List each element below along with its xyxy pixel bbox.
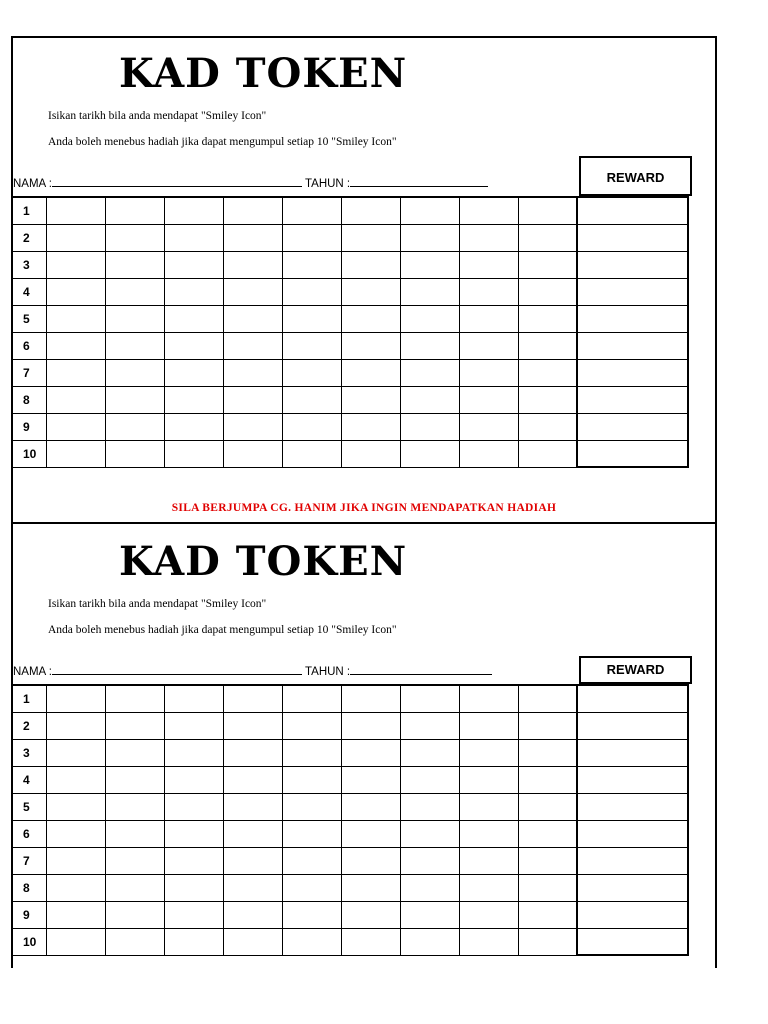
date-cell[interactable]: [46, 901, 105, 928]
date-cell[interactable]: [164, 224, 223, 251]
date-cell[interactable]: [223, 739, 282, 766]
date-cell[interactable]: [400, 874, 459, 901]
date-cell[interactable]: [518, 874, 577, 901]
date-cell[interactable]: [105, 386, 164, 413]
reward-cell[interactable]: [577, 251, 688, 278]
nama-label: NAMA :: [13, 178, 52, 190]
date-cell[interactable]: [223, 685, 282, 712]
date-cell[interactable]: [46, 413, 105, 440]
date-cell[interactable]: [459, 224, 518, 251]
token-row: [11, 901, 688, 928]
row-number: 6: [11, 820, 46, 847]
date-cell[interactable]: [341, 766, 400, 793]
date-cell[interactable]: [459, 847, 518, 874]
date-cell[interactable]: [105, 847, 164, 874]
reward-cell[interactable]: [577, 820, 688, 847]
date-cell[interactable]: [105, 278, 164, 305]
date-cell[interactable]: [341, 739, 400, 766]
date-cell[interactable]: [164, 685, 223, 712]
date-cell[interactable]: [105, 874, 164, 901]
date-cell[interactable]: [282, 793, 341, 820]
date-cell[interactable]: [341, 793, 400, 820]
date-cell[interactable]: [223, 413, 282, 440]
date-cell[interactable]: [105, 685, 164, 712]
date-cell[interactable]: [400, 766, 459, 793]
date-cell[interactable]: [223, 332, 282, 359]
date-cell[interactable]: [341, 440, 400, 467]
date-cell[interactable]: [223, 386, 282, 413]
date-cell[interactable]: [46, 820, 105, 847]
token-row: [11, 928, 688, 955]
date-cell[interactable]: [400, 847, 459, 874]
token-row: [11, 197, 688, 224]
date-cell[interactable]: [400, 413, 459, 440]
date-cell[interactable]: [459, 685, 518, 712]
date-cell[interactable]: [518, 251, 577, 278]
row-number: 9: [11, 413, 46, 440]
date-cell[interactable]: [282, 386, 341, 413]
token-row: [11, 332, 688, 359]
date-cell[interactable]: [164, 305, 223, 332]
date-cell[interactable]: [400, 820, 459, 847]
date-cell[interactable]: [164, 359, 223, 386]
date-cell[interactable]: [518, 413, 577, 440]
row-number: 7: [11, 359, 46, 386]
date-cell[interactable]: [400, 739, 459, 766]
date-cell[interactable]: [282, 305, 341, 332]
date-cell[interactable]: [46, 197, 105, 224]
date-cell[interactable]: [459, 278, 518, 305]
date-cell[interactable]: [223, 251, 282, 278]
date-cell[interactable]: [105, 413, 164, 440]
date-cell[interactable]: [164, 278, 223, 305]
date-cell[interactable]: [459, 386, 518, 413]
token-row: [11, 847, 688, 874]
date-cell[interactable]: [341, 413, 400, 440]
row-number: 7: [11, 847, 46, 874]
reward-cell[interactable]: [577, 901, 688, 928]
token-row: [11, 251, 688, 278]
row-number: 3: [11, 251, 46, 278]
date-cell[interactable]: [282, 251, 341, 278]
date-cell[interactable]: [223, 359, 282, 386]
token-row: [11, 386, 688, 413]
date-cell[interactable]: [518, 440, 577, 467]
row-number: 1: [11, 685, 46, 712]
date-cell[interactable]: [164, 440, 223, 467]
nama-label: NAMA :: [13, 666, 52, 678]
date-cell[interactable]: [459, 251, 518, 278]
date-cell[interactable]: [282, 928, 341, 955]
date-cell[interactable]: [518, 712, 577, 739]
date-cell[interactable]: [341, 278, 400, 305]
name-year-row: [13, 663, 492, 678]
date-cell[interactable]: [341, 224, 400, 251]
date-cell[interactable]: [282, 359, 341, 386]
reward-cell[interactable]: [577, 305, 688, 332]
date-cell[interactable]: [459, 440, 518, 467]
token-row: [11, 793, 688, 820]
row-number: 8: [11, 386, 46, 413]
date-cell[interactable]: [400, 224, 459, 251]
date-cell[interactable]: [459, 305, 518, 332]
date-cell[interactable]: [105, 440, 164, 467]
date-cell[interactable]: [46, 359, 105, 386]
token-grid-body: [11, 685, 688, 955]
date-cell[interactable]: [164, 847, 223, 874]
reward-cell[interactable]: [577, 685, 688, 712]
reward-cell[interactable]: [577, 359, 688, 386]
token-grid: [11, 196, 689, 468]
date-cell[interactable]: [341, 359, 400, 386]
date-cell[interactable]: [46, 874, 105, 901]
date-cell[interactable]: [223, 224, 282, 251]
nama-blank[interactable]: [52, 175, 302, 187]
date-cell[interactable]: [223, 712, 282, 739]
date-cell[interactable]: [46, 685, 105, 712]
token-row: [11, 766, 688, 793]
date-cell[interactable]: [341, 820, 400, 847]
date-cell[interactable]: [400, 793, 459, 820]
date-cell[interactable]: [164, 928, 223, 955]
date-cell[interactable]: [518, 766, 577, 793]
date-cell[interactable]: [400, 712, 459, 739]
date-cell[interactable]: [105, 901, 164, 928]
date-cell[interactable]: [105, 332, 164, 359]
card-title: KAD TOKEN: [119, 50, 408, 97]
date-cell[interactable]: [223, 793, 282, 820]
reward-cell[interactable]: [577, 793, 688, 820]
token-row: [11, 739, 688, 766]
token-grid-body: [11, 197, 688, 467]
reward-cell[interactable]: [577, 278, 688, 305]
date-cell[interactable]: [341, 332, 400, 359]
date-cell[interactable]: [518, 685, 577, 712]
row-number: 4: [11, 278, 46, 305]
date-cell[interactable]: [164, 386, 223, 413]
date-cell[interactable]: [341, 901, 400, 928]
date-cell[interactable]: [459, 197, 518, 224]
date-cell[interactable]: [400, 359, 459, 386]
date-cell[interactable]: [46, 847, 105, 874]
date-cell[interactable]: [459, 712, 518, 739]
date-cell[interactable]: [164, 874, 223, 901]
date-cell[interactable]: [518, 332, 577, 359]
date-cell[interactable]: [518, 197, 577, 224]
date-cell[interactable]: [459, 793, 518, 820]
date-cell[interactable]: [282, 820, 341, 847]
date-cell[interactable]: [164, 766, 223, 793]
date-cell[interactable]: [459, 820, 518, 847]
date-cell[interactable]: [164, 901, 223, 928]
date-cell[interactable]: [400, 332, 459, 359]
date-cell[interactable]: [400, 901, 459, 928]
date-cell[interactable]: [400, 278, 459, 305]
instruction-line-1: Isikan tarikh bila anda mendapat "Smiley Icon": [48, 598, 267, 610]
date-cell[interactable]: [341, 305, 400, 332]
date-cell[interactable]: [282, 413, 341, 440]
reward-header: REWARD: [579, 656, 692, 684]
reward-cell[interactable]: [577, 928, 688, 955]
reward-cell[interactable]: [577, 766, 688, 793]
date-cell[interactable]: [105, 928, 164, 955]
date-cell[interactable]: [518, 224, 577, 251]
date-cell[interactable]: [46, 224, 105, 251]
date-cell[interactable]: [400, 251, 459, 278]
row-number: 1: [11, 197, 46, 224]
date-cell[interactable]: [46, 251, 105, 278]
date-cell[interactable]: [282, 278, 341, 305]
date-cell[interactable]: [518, 847, 577, 874]
date-cell[interactable]: [400, 685, 459, 712]
date-cell[interactable]: [105, 793, 164, 820]
date-cell[interactable]: [282, 440, 341, 467]
date-cell[interactable]: [46, 712, 105, 739]
date-cell[interactable]: [46, 793, 105, 820]
token-row: [11, 359, 688, 386]
date-cell[interactable]: [282, 197, 341, 224]
reward-header: REWARD: [579, 156, 692, 196]
row-number: 2: [11, 224, 46, 251]
date-cell[interactable]: [105, 251, 164, 278]
name-year-row: [13, 175, 488, 190]
date-cell[interactable]: [341, 386, 400, 413]
date-cell[interactable]: [223, 928, 282, 955]
date-cell[interactable]: [164, 739, 223, 766]
row-number: 9: [11, 901, 46, 928]
date-cell[interactable]: [518, 359, 577, 386]
date-cell[interactable]: [105, 820, 164, 847]
nama-blank[interactable]: [52, 663, 302, 675]
instruction-line-2: Anda boleh menebus hadiah jika dapat mengumpul setiap 10 "Smiley Icon": [48, 136, 397, 148]
token-row: [11, 685, 688, 712]
date-cell[interactable]: [164, 820, 223, 847]
date-cell[interactable]: [341, 874, 400, 901]
date-cell[interactable]: [164, 712, 223, 739]
date-cell[interactable]: [459, 901, 518, 928]
row-number: 4: [11, 766, 46, 793]
date-cell[interactable]: [223, 874, 282, 901]
date-cell[interactable]: [164, 413, 223, 440]
date-cell[interactable]: [518, 386, 577, 413]
date-cell[interactable]: [282, 332, 341, 359]
row-number: 3: [11, 739, 46, 766]
date-cell[interactable]: [282, 739, 341, 766]
token-row: [11, 440, 688, 467]
date-cell[interactable]: [223, 278, 282, 305]
date-cell[interactable]: [282, 847, 341, 874]
reward-cell[interactable]: [577, 197, 688, 224]
date-cell[interactable]: [164, 793, 223, 820]
date-cell[interactable]: [46, 928, 105, 955]
reward-cell[interactable]: [577, 739, 688, 766]
date-cell[interactable]: [282, 874, 341, 901]
row-number: 5: [11, 793, 46, 820]
date-cell[interactable]: [341, 928, 400, 955]
row-number: 2: [11, 712, 46, 739]
date-cell[interactable]: [518, 305, 577, 332]
reward-cell[interactable]: [577, 712, 688, 739]
date-cell[interactable]: [282, 712, 341, 739]
reward-cell[interactable]: [577, 847, 688, 874]
date-cell[interactable]: [459, 359, 518, 386]
date-cell[interactable]: [164, 332, 223, 359]
date-cell[interactable]: [46, 739, 105, 766]
date-cell[interactable]: [223, 197, 282, 224]
date-cell[interactable]: [282, 766, 341, 793]
date-cell[interactable]: [400, 197, 459, 224]
date-cell[interactable]: [341, 197, 400, 224]
date-cell[interactable]: [223, 440, 282, 467]
date-cell[interactable]: [518, 928, 577, 955]
row-number: 8: [11, 874, 46, 901]
token-grid: [11, 684, 689, 956]
date-cell[interactable]: [459, 332, 518, 359]
date-cell[interactable]: [223, 901, 282, 928]
date-cell[interactable]: [282, 224, 341, 251]
date-cell[interactable]: [46, 278, 105, 305]
reward-cell[interactable]: [577, 224, 688, 251]
date-cell[interactable]: [105, 712, 164, 739]
date-cell[interactable]: [341, 712, 400, 739]
date-cell[interactable]: [400, 440, 459, 467]
reward-cell[interactable]: [577, 874, 688, 901]
date-cell[interactable]: [400, 386, 459, 413]
date-cell[interactable]: [46, 386, 105, 413]
date-cell[interactable]: [105, 197, 164, 224]
date-cell[interactable]: [105, 766, 164, 793]
date-cell[interactable]: [341, 251, 400, 278]
date-cell[interactable]: [282, 901, 341, 928]
date-cell[interactable]: [164, 197, 223, 224]
tahun-blank[interactable]: [350, 175, 488, 187]
date-cell[interactable]: [223, 820, 282, 847]
date-cell[interactable]: [223, 305, 282, 332]
tahun-label: TAHUN :: [304, 178, 351, 190]
token-row: [11, 820, 688, 847]
date-cell[interactable]: [223, 766, 282, 793]
date-cell[interactable]: [105, 359, 164, 386]
row-number: 5: [11, 305, 46, 332]
date-cell[interactable]: [164, 251, 223, 278]
row-number: 10: [11, 928, 46, 955]
date-cell[interactable]: [459, 739, 518, 766]
date-cell[interactable]: [518, 901, 577, 928]
token-row: [11, 305, 688, 332]
token-row: [11, 712, 688, 739]
date-cell[interactable]: [282, 685, 341, 712]
date-cell[interactable]: [459, 928, 518, 955]
date-cell[interactable]: [518, 739, 577, 766]
date-cell[interactable]: [459, 874, 518, 901]
date-cell[interactable]: [46, 332, 105, 359]
row-number: 6: [11, 332, 46, 359]
date-cell[interactable]: [46, 766, 105, 793]
tahun-label: TAHUN :: [304, 666, 351, 678]
date-cell[interactable]: [105, 739, 164, 766]
footer-note: SILA BERJUMPA CG. HANIM JIKA INGIN MENDAPATKAN HADIAH: [171, 502, 557, 514]
date-cell[interactable]: [400, 928, 459, 955]
date-cell[interactable]: [459, 766, 518, 793]
reward-cell[interactable]: [577, 440, 688, 467]
row-number: 10: [11, 440, 46, 467]
date-cell[interactable]: [105, 224, 164, 251]
token-row: [11, 224, 688, 251]
date-cell[interactable]: [518, 820, 577, 847]
date-cell[interactable]: [341, 685, 400, 712]
tahun-blank[interactable]: [350, 663, 492, 675]
date-cell[interactable]: [459, 413, 518, 440]
card-title: KAD TOKEN: [119, 538, 408, 585]
date-cell[interactable]: [105, 305, 164, 332]
date-cell[interactable]: [46, 305, 105, 332]
instruction-line-2: Anda boleh menebus hadiah jika dapat mengumpul setiap 10 "Smiley Icon": [48, 624, 397, 636]
reward-cell[interactable]: [577, 386, 688, 413]
token-row: [11, 874, 688, 901]
date-cell[interactable]: [46, 440, 105, 467]
date-cell[interactable]: [400, 305, 459, 332]
reward-cell[interactable]: [577, 332, 688, 359]
date-cell[interactable]: [223, 847, 282, 874]
date-cell[interactable]: [341, 847, 400, 874]
date-cell[interactable]: [518, 793, 577, 820]
date-cell[interactable]: [518, 278, 577, 305]
instruction-line-1: Isikan tarikh bila anda mendapat "Smiley Icon": [48, 110, 267, 122]
token-row: [11, 413, 688, 440]
reward-cell[interactable]: [577, 413, 688, 440]
token-row: [11, 278, 688, 305]
